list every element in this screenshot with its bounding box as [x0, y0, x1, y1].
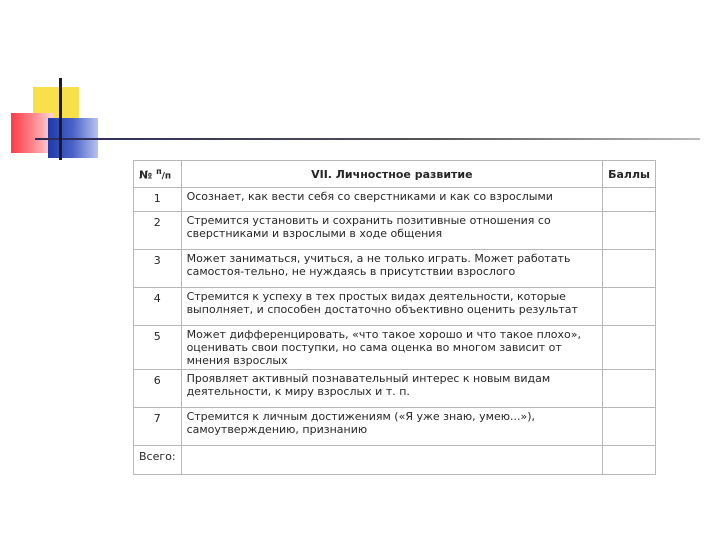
- row-number: 2: [134, 212, 182, 250]
- row-number: 4: [134, 288, 182, 326]
- table-row: [134, 250, 656, 288]
- total-text-cell: [181, 446, 603, 475]
- row-score-cell[interactable]: [603, 326, 656, 370]
- table-total-row: [134, 446, 656, 475]
- row-score-cell[interactable]: [603, 188, 656, 212]
- total-score-cell[interactable]: [603, 446, 656, 475]
- assessment-table: [133, 160, 656, 475]
- decor-red-square: [11, 113, 53, 153]
- header-number-sub: /п: [161, 171, 172, 182]
- row-number: 5: [134, 326, 182, 370]
- row-text: Проявляет активный познавательный интерес к новым видам деятельности, к миру взрослых и т. п.: [181, 370, 603, 408]
- row-number: 3: [134, 250, 182, 288]
- row-text: Осознает, как вести себя со сверстниками и как со взрослыми: [181, 188, 603, 212]
- table-row: [134, 188, 656, 212]
- row-text: Может дифференцировать, «что такое хорошо и что такое плохо», оценивать свои поступки, но сама оценка во многом зависит от мнения взрослых: [181, 326, 603, 370]
- table-row: [134, 288, 656, 326]
- header-number: [134, 161, 182, 188]
- row-text: Может заниматься, учиться, а не только играть. Может работать самостоя-тельно, не нуждаясь в присутствии взрослого: [181, 250, 603, 288]
- decor-vertical-line: [59, 78, 62, 160]
- row-score-cell[interactable]: [603, 212, 656, 250]
- table-header-row: [134, 161, 656, 188]
- row-score-cell[interactable]: [603, 370, 656, 408]
- row-text: Стремится установить и сохранить позитивные отношения со сверстниками и взрослыми в ходе общения: [181, 212, 603, 250]
- header-number-sup: п: [156, 166, 162, 176]
- row-number: 6: [134, 370, 182, 408]
- row-number: 1: [134, 188, 182, 212]
- row-number: 7: [134, 408, 182, 446]
- row-score-cell[interactable]: [603, 288, 656, 326]
- decor-horizontal-line: [35, 138, 700, 140]
- header-title: VII. Личностное развитие: [181, 161, 603, 188]
- table-row: [134, 408, 656, 446]
- header-number-label: №: [139, 168, 153, 182]
- row-score-cell[interactable]: [603, 408, 656, 446]
- table-row: [134, 212, 656, 250]
- row-text: Стремится к личным достижениям («Я уже знаю, умею...»), самоутверждению, признанию: [181, 408, 603, 446]
- header-score: Баллы: [603, 161, 656, 188]
- row-score-cell[interactable]: [603, 250, 656, 288]
- table-row: [134, 326, 656, 370]
- total-label: Всего:: [134, 446, 182, 475]
- table-row: [134, 370, 656, 408]
- row-text: Стремится к успеху в тех простых видах деятельности, которые выполняет, и способен достаточно объективно оценить результат: [181, 288, 603, 326]
